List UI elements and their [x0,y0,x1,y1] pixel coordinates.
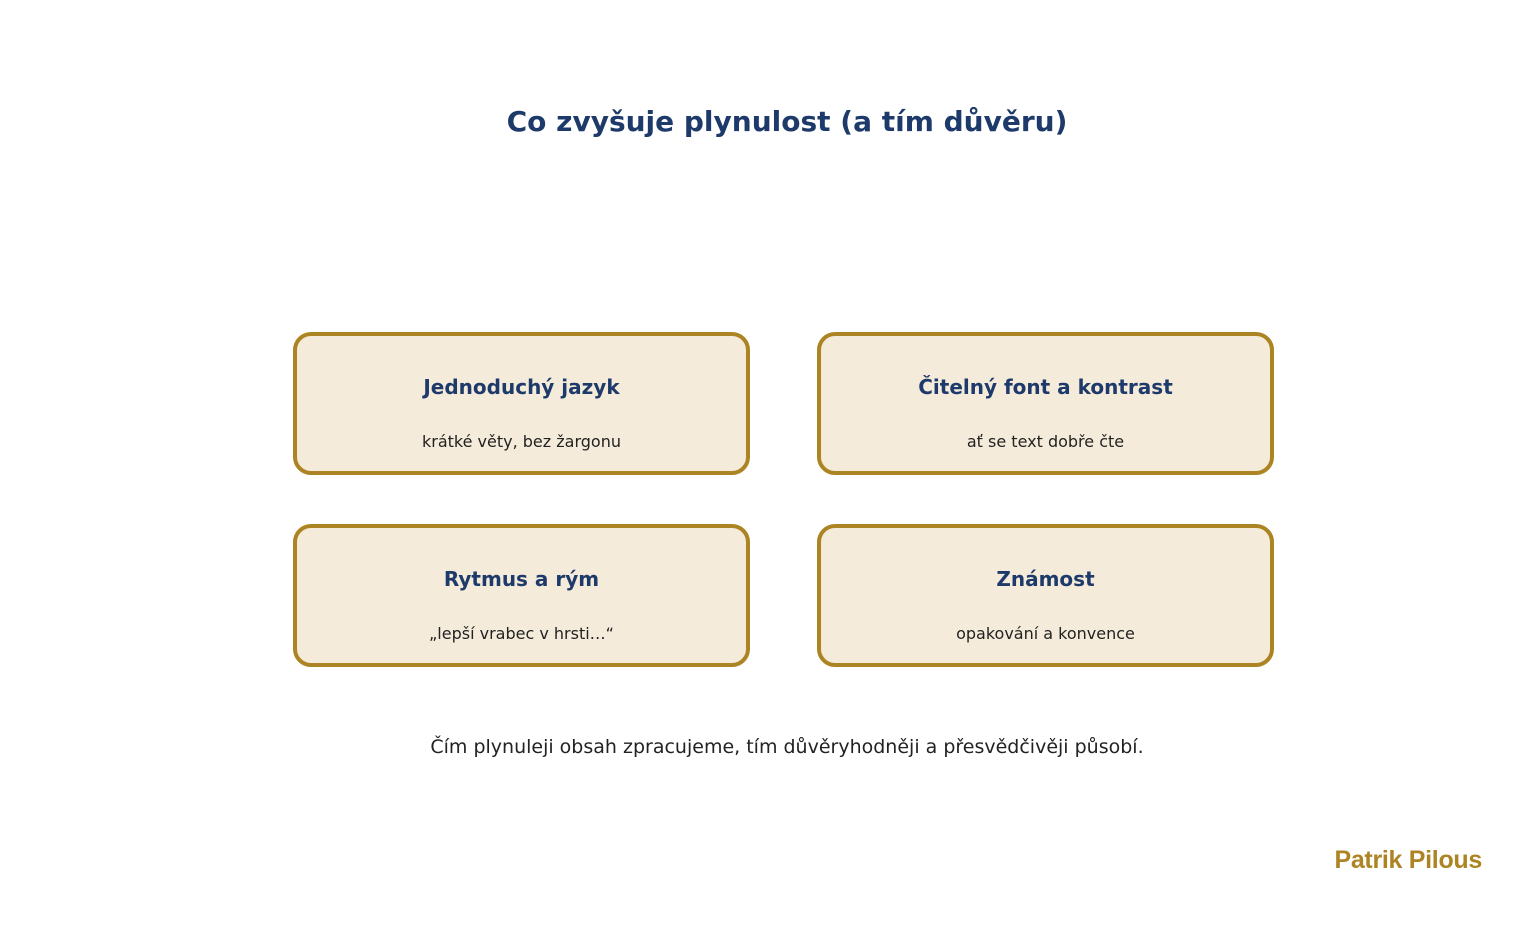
summary-text: Čím plynuleji obsah zpracujeme, tím důvěryhodněji a přesvědčivěji působí. [430,736,1144,758]
card-title: Jednoduchý jazyk [423,375,620,399]
card-familiarity [817,524,1274,667]
card-subtitle: ať se text dobře čte [966,432,1125,451]
card-title: Rytmus a rým [443,567,600,591]
brand-logo-text: Patrik Pilous [1334,846,1482,874]
card-simple-language [293,332,750,475]
slide-title: Co zvyšuje plynulost (a tím důvěru) [506,105,1068,138]
card-title: Známost [996,567,1095,591]
card-readable-font [817,332,1274,475]
card-subtitle: krátké věty, bez žargonu [422,432,621,451]
card-subtitle: opakování a konvence [956,624,1135,643]
card-title: Čitelný font a kontrast [918,375,1173,399]
card-rhythm-rhyme [293,524,750,667]
card-subtitle: „lepší vrabec v hrsti…“ [429,624,614,643]
